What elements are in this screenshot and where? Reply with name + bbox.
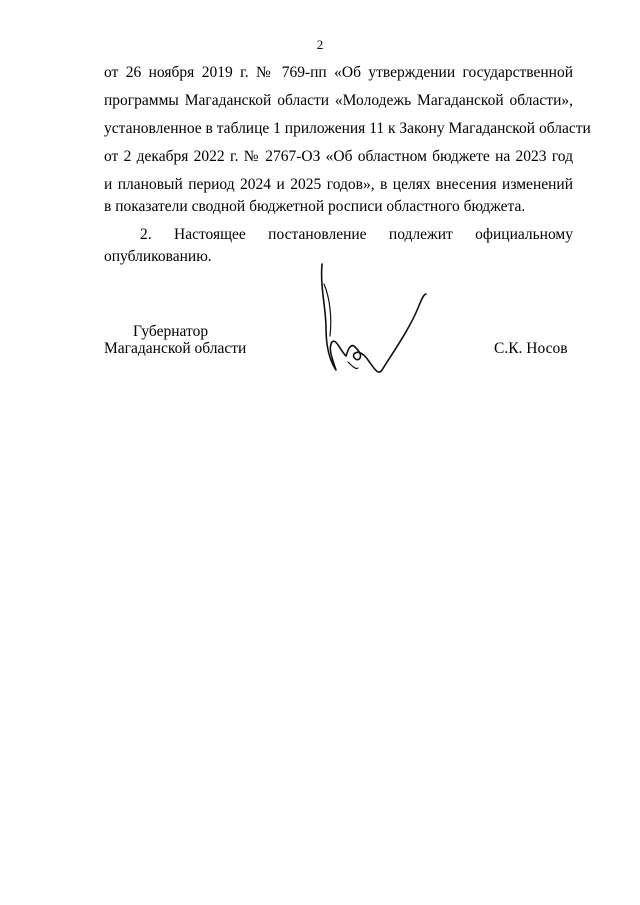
body-line-2: программы Магаданской области «Молодежь Магаданской области»,: [104, 92, 573, 109]
page-number: 2: [316, 37, 324, 52]
body-line-4: от 2 декабря 2022 г. № 2767-ОЗ «Об областном бюджете на 2023 год: [104, 148, 573, 165]
signatory-title: Губернатор: [133, 323, 209, 340]
body-line-1: от 26 ноября 2019 г. № 769-пп «Об утверждении государственной: [104, 64, 573, 81]
paragraph-2-line-1: 2. Настоящее постановление подлежит официальному: [140, 226, 573, 243]
signatory-region: Магаданской области: [104, 340, 247, 357]
handwritten-signature: [312, 258, 442, 388]
paragraph-2-line-2: опубликованию.: [104, 248, 212, 265]
body-line-3: установленное в таблице 1 приложения 11 к Закону Магаданской области: [104, 120, 591, 137]
signatory-name: С.К. Носов: [494, 340, 568, 357]
body-line-5: и плановый период 2024 и 2025 годов», в целях внесения изменений: [104, 176, 573, 193]
body-line-6: в показатели сводной бюджетной росписи областного бюджета.: [104, 198, 526, 215]
